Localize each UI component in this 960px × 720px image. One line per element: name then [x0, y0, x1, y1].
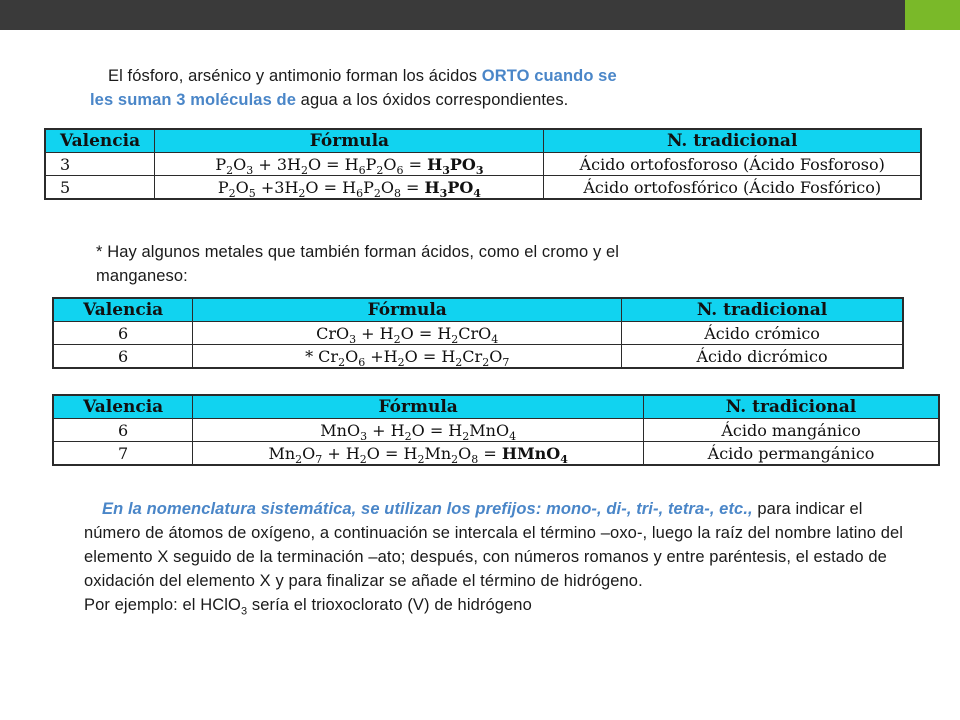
table-row — [53, 419, 939, 442]
valencia-cell: 6 — [53, 322, 193, 345]
table-header-row — [45, 129, 921, 153]
header-formula: Fórmula — [193, 298, 622, 322]
formula-cell: $CrO_3 + H_2O = H_2CrO_4$ — [193, 322, 622, 345]
intro-text-b: agua a los óxidos correspondientes. — [296, 91, 569, 109]
header-nombre: N. tradicional — [644, 395, 939, 419]
header-formula: Fórmula — [193, 395, 644, 419]
intro-highlight-2: les suman 3 moléculas de — [90, 91, 296, 109]
valencia-cell: 6 — [53, 419, 193, 442]
nombre-cell: Ácido ortofosforoso (Ácido Fosforoso) — [544, 153, 921, 176]
header-valencia: Valencia — [45, 129, 155, 153]
nombre-cell: Ácido dicrómico — [622, 345, 903, 369]
nombre-cell: Ácido crómico — [622, 322, 903, 345]
formula-cell: $P_2O_3 + 3H_2O = H_6P_2O_6 = H_3PO_3$ — [155, 153, 544, 176]
nombre-cell: Ácido permangánico — [644, 442, 939, 466]
header-nombre: N. tradicional — [544, 129, 921, 153]
table-header-row — [53, 298, 903, 322]
table-row — [53, 322, 903, 345]
formula-cell: $P_2O_5 +3H_2O = H_6P_2O_8 = H_3PO_4$ — [155, 176, 544, 200]
manganese-acids-table — [52, 394, 940, 466]
header-nombre: N. tradicional — [622, 298, 903, 322]
phosphorus-acids-table — [44, 128, 922, 200]
intro-paragraph — [90, 64, 790, 112]
example-subscript: 3 — [240, 605, 248, 618]
intro-highlight-1: ORTO cuando se — [481, 67, 617, 85]
formula-cell: $Mn_2O_7 + H_2O = H_2Mn_2O_8$ = HMnO$_4$ — [193, 442, 644, 466]
metals-note-line2: manganeso: — [96, 267, 188, 285]
formula-cell: $MnO_3 + H_2O = H_2MnO_4$ — [193, 419, 644, 442]
top-bar-accent — [905, 0, 960, 30]
table-row — [53, 345, 903, 369]
nomenclature-body: para indicar el número de átomos de oxígeno, a continuación se intercala el término –oxo-, luego la raíz del nombre latino del elemento X seguido de la terminación –ato; después, con números romanos y entre paréntesis, el estado de oxidación del elemento X y para finalizar se añade el término de hidrógeno. — [84, 500, 904, 590]
nombre-cell: Ácido mangánico — [644, 419, 939, 442]
valencia-cell: 3 — [45, 153, 155, 176]
nombre-cell: Ácido ortofosfórico (Ácido Fosfórico) — [544, 176, 921, 200]
metals-note-line1: * Hay algunos metales que también forman ácidos, como el cromo y el — [96, 243, 620, 261]
header-valencia: Valencia — [53, 298, 193, 322]
header-formula: Fórmula — [155, 129, 544, 153]
nomenclature-paragraph — [84, 497, 904, 617]
nomenclature-highlight: En la nomenclatura sistemática, se utilizan los prefijos: mono-, di-, tri-, tetra-, etc., — [102, 500, 753, 518]
intro-text-a: El fósforo, arsénico y antimonio forman los ácidos — [108, 67, 482, 85]
example-text-a: Por ejemplo: el HClO — [84, 596, 241, 614]
formula-cell: * $Cr_2O_6 +H_2O = H_2Cr_2O_7$ — [193, 345, 622, 369]
top-bar — [0, 0, 960, 30]
table-row — [45, 153, 921, 176]
table-header-row — [53, 395, 939, 419]
valencia-cell: 6 — [53, 345, 193, 369]
valencia-cell: 7 — [53, 442, 193, 466]
valencia-cell: 5 — [45, 176, 155, 200]
example-text-b: sería el trioxoclorato (V) de hidrógeno — [247, 596, 532, 614]
metals-note — [96, 240, 816, 288]
chromium-acids-table — [52, 297, 904, 369]
table-row — [53, 442, 939, 466]
header-valencia: Valencia — [53, 395, 193, 419]
table-row — [45, 176, 921, 200]
